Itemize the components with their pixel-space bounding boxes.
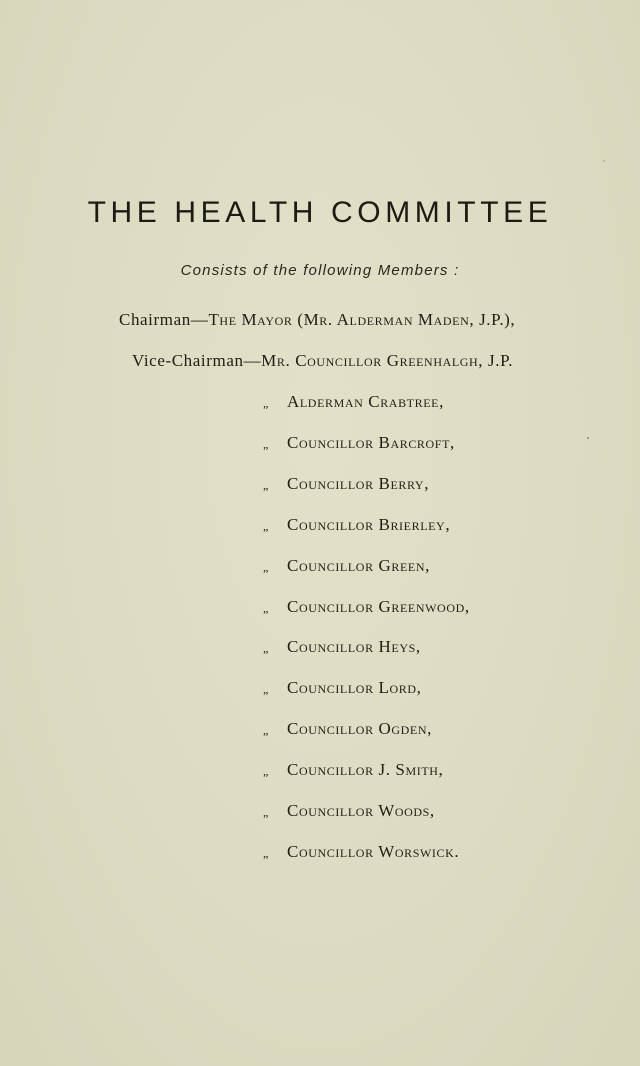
member-line <box>263 556 430 578</box>
vice-chairman-line <box>132 351 513 371</box>
member-name: Councillor Brierley, <box>287 515 451 534</box>
member-name: Councillor Woods, <box>287 801 435 820</box>
member-line <box>263 392 444 414</box>
member-name: Councillor Berry, <box>287 474 430 493</box>
member-name: Councillor Worswick. <box>287 842 460 861</box>
ditto-mark: „ <box>263 437 269 451</box>
ditto-mark: „ <box>263 478 269 492</box>
member-line <box>263 433 455 455</box>
member-name: Councillor J. Smith, <box>287 760 444 779</box>
ditto-mark: „ <box>263 641 269 655</box>
member-name: Councillor Greenwood, <box>287 597 470 616</box>
ditto-mark: „ <box>263 805 269 819</box>
member-line <box>263 515 450 537</box>
ditto-mark: „ <box>263 519 269 533</box>
member-line <box>263 801 435 823</box>
paper-speck <box>587 437 589 439</box>
member-line <box>263 474 429 496</box>
chairman-line <box>119 310 515 330</box>
ditto-mark: „ <box>263 723 269 737</box>
chairman-role: Chairman— <box>119 310 209 329</box>
member-name: Councillor Ogden, <box>287 719 432 738</box>
member-line <box>263 637 421 659</box>
member-line <box>263 842 459 864</box>
ditto-mark: „ <box>263 601 269 615</box>
member-name: Alderman Crabtree, <box>287 392 444 411</box>
member-line <box>263 719 432 741</box>
ditto-mark: „ <box>263 682 269 696</box>
vice-chairman-role: Vice-Chairman— <box>132 351 262 370</box>
member-name: Councillor Green, <box>287 556 430 575</box>
page-subtitle: Consists of the following Members : <box>180 262 460 279</box>
ditto-mark: „ <box>263 846 269 860</box>
ditto-mark: „ <box>263 396 269 410</box>
member-name: Councillor Barcroft, <box>287 433 455 452</box>
member-line <box>263 760 443 782</box>
chairman-name: The Mayor (Mr. Alderman Maden, J.P.), <box>208 310 516 329</box>
ditto-mark: „ <box>263 560 269 574</box>
vice-chairman-name: Mr. Councillor Greenhalgh, J.P. <box>261 351 514 370</box>
ditto-mark: „ <box>263 764 269 778</box>
page-title: THE HEALTH COMMITTEE <box>87 196 553 229</box>
paper-speck <box>603 160 605 162</box>
member-name: Councillor Lord, <box>287 678 422 697</box>
member-name: Councillor Heys, <box>287 637 421 656</box>
member-line <box>263 678 422 700</box>
member-line <box>263 597 470 619</box>
